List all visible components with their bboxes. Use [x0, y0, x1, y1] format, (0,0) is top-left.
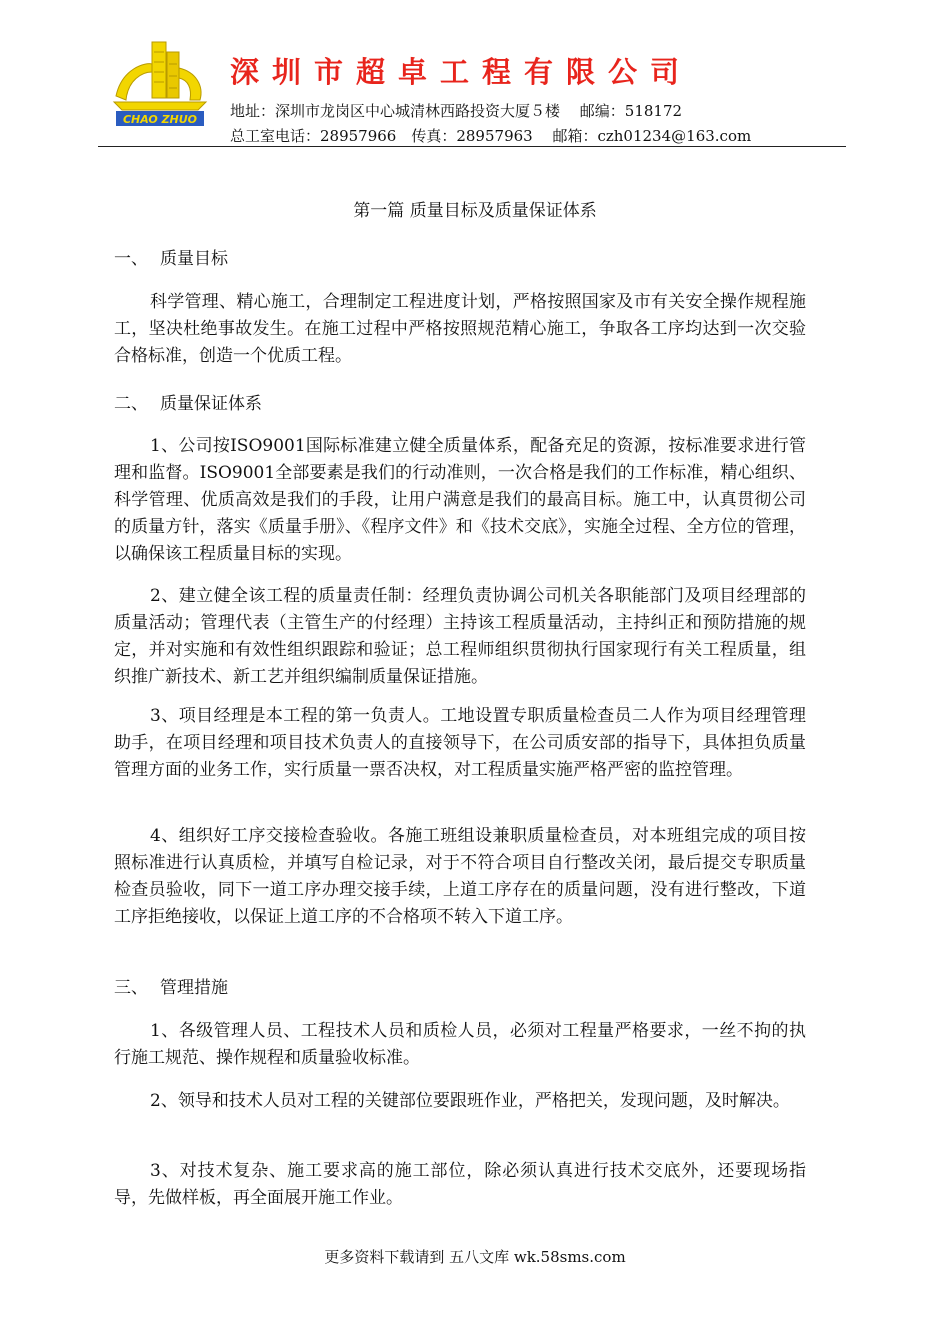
- logo-graphic: [112, 38, 208, 128]
- address-line: 地址：深圳市龙岗区中心城清林西路投资大厦５楼 邮编：518172: [230, 102, 683, 120]
- paragraph: 3、项目经理是本工程的第一负责人。工地设置专职质量检查员二人作为项目经理管理助手，在项目经理和项目技术负责人的直接领导下，在公司质安部的指导下，具体担负质量管理方面的业务工作，实行质量一票否决权，对工程质量实施严格严密的监控管理。: [114, 706, 806, 780]
- company-name: 深圳市超卓工程有限公司: [230, 55, 693, 89]
- section-title: 质量保证体系: [160, 394, 262, 414]
- paragraph: 2、建立健全该工程的质量责任制：经理负责协调公司机关各职能部门及项目经理部的质量活动；管理代表（主管生产的付经理）主持该工程质量活动，主持纠正和预防措施的规定，并对实施和有效性组织跟踪和验证；总工程师组织贯彻执行国家现行有关工程质量，组织推广新技术、新工艺并组织编制质量保证措施。: [114, 586, 806, 687]
- section-heading: [114, 973, 228, 998]
- paragraph: 4、组织好工序交接检查验收。各施工班组设兼职质量检查员，对本班组完成的项目按照标准进行认真质检，并填写自检记录，对于不符合项目自行整改关闭，最后提交专职质量检查员验收，同下一道工序办理交接手续，上道工序存在的质量问题，没有进行整改，下道工序拒绝接收，以保证上道工序的不合格项不转入下道工序。: [114, 826, 806, 927]
- section-title: 质量目标: [160, 249, 228, 269]
- section-heading: [114, 244, 228, 269]
- paragraph: 1、公司按ISO9001国际标准建立健全质量体系，配备充足的资源，按标准要求进行管理和监督。ISO9001全部要素是我们的行动准则，一次合格是我们的工作标准，精心组织、科学管理、优质高效是我们的手段，让用户满意是我们的最高目标。施工中，认真贯彻公司的质量方针，落实《质量手册》、《程序文件》和《技术交底》，实施全过程、全方位的管理，以确保该工程质量目标的实现。: [114, 436, 806, 564]
- paragraph: 2、领导和技术人员对工程的关键部位要跟班作业，严格把关，发现问题，及时解决。: [150, 1091, 790, 1111]
- document-title: 第一篇 质量目标及质量保证体系: [353, 201, 597, 221]
- section-heading: [114, 389, 262, 414]
- section-number: 二、: [114, 394, 148, 414]
- company-logo: [112, 38, 208, 128]
- header-divider: [98, 146, 846, 147]
- paragraph: 科学管理、精心施工，合理制定工程进度计划，严格按照国家及市有关安全操作规程施工，坚决杜绝事故发生。在施工过程中严格按照规范精心施工，争取各工序均达到一次交验合格标准，创造一个优质工程。: [114, 292, 806, 366]
- contact-line: 总工室电话：28957966 传真：28957963 邮箱：czh01234@163.com: [230, 127, 752, 145]
- paragraph: 3、对技术复杂、施工要求高的施工部位，除必须认真进行技术交底外，还要现场指导，先做样板，再全面展开施工作业。: [114, 1161, 806, 1208]
- paragraph: 1、各级管理人员、工程技术人员和质检人员，必须对工程量严格要求，一丝不拘的执行施工规范、操作规程和质量验收标准。: [114, 1021, 806, 1068]
- logo-text: CHAO ZHUO: [122, 113, 198, 126]
- section-number: 三、: [114, 978, 148, 998]
- section-number: 一、: [114, 249, 148, 269]
- section-title: 管理措施: [160, 978, 228, 998]
- footer-link-text: 更多资料下载请到 五八文库 wk.58sms.com: [324, 1248, 626, 1266]
